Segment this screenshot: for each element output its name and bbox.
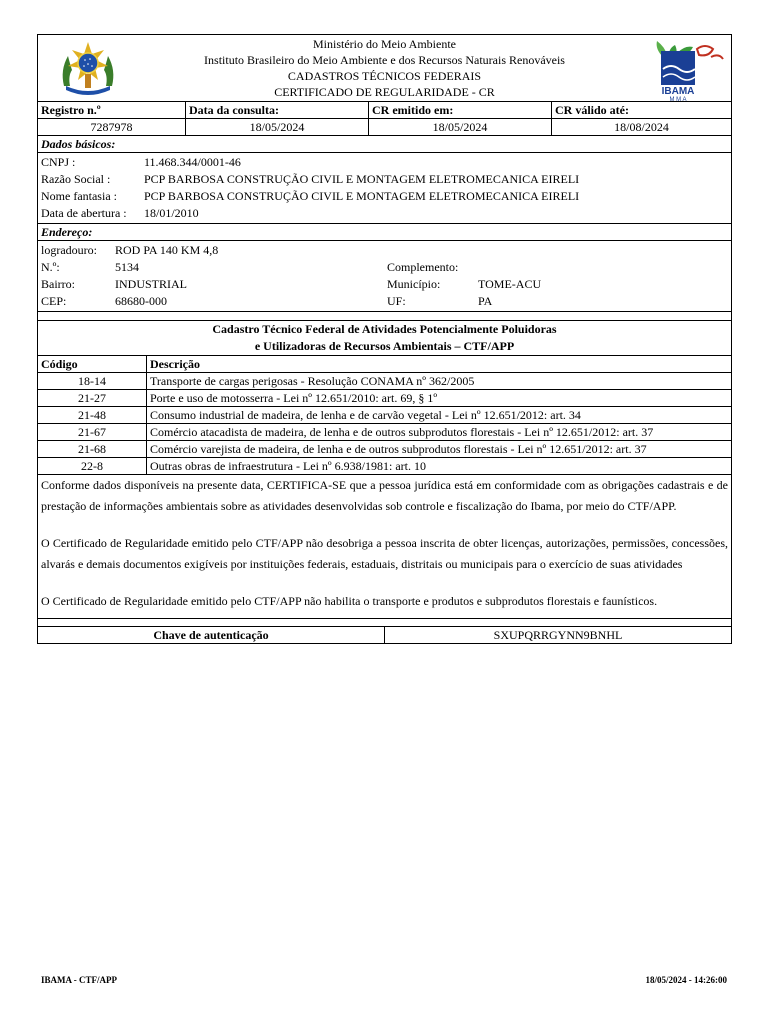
certification-paragraph-3: O Certificado de Regularidade emitido pelo CTF/APP não habilita o transporte e produtos e subprodutos florestais e faunísticos. <box>41 594 658 608</box>
table-row <box>38 457 731 474</box>
street-value: ROD PA 140 KM 4,8 <box>115 243 219 257</box>
ministry-name: Ministério do Meio Ambiente <box>313 37 456 51</box>
certificate-title: CERTIFICADO DE REGULARIDADE - CR <box>274 85 495 99</box>
state-label: UF: <box>387 294 406 308</box>
authentication-key-value: SXUPQRRGYNN9BNHL <box>384 627 731 643</box>
footer-source: IBAMA - CTF/APP <box>41 975 117 985</box>
basic-data-title: Dados básicos: <box>38 136 731 153</box>
table-row <box>38 423 731 440</box>
activity-description: Transporte de cargas perigosas - Resolução CONAMA nº 362/2005 <box>146 373 731 389</box>
activity-description: Consumo industrial de madeira, de lenha e de carvão vegetal - Lei nº 12.651/2012: art. 34 <box>146 407 731 423</box>
cr-issued-label: CR emitido em: <box>368 102 551 118</box>
section-spacer <box>38 312 731 321</box>
query-date-value: 18/05/2024 <box>185 119 368 135</box>
trade-name-row <box>38 188 731 205</box>
street-label: logradouro: <box>41 243 97 257</box>
table-row <box>38 389 731 406</box>
number-value: 5134 <box>115 260 139 274</box>
company-name-row <box>38 171 731 188</box>
registration-labels-row <box>38 102 731 119</box>
opening-date-value: 18/01/2010 <box>144 206 199 220</box>
ctf-title-line1: Cadastro Técnico Federal de Atividades Potencialmente Poluidoras <box>212 322 557 336</box>
activity-code: 22-8 <box>81 459 103 473</box>
certification-paragraph-1: Conforme dados disponíveis na presente data, CERTIFICA-SE que a pessoa jurídica está em conformidade com as obrigações cadastrais e de prestação de informações ambientais sobre as atividades desenvolvidas sob controle e fiscalização do Ibama, por meio do CTF/APP. <box>41 478 728 513</box>
state-value: PA <box>478 294 493 308</box>
district-label: Bairro: <box>41 277 75 291</box>
street-row <box>38 242 731 259</box>
cr-valid-until-value: 18/08/2024 <box>551 119 731 135</box>
activities-table-header <box>38 355 731 372</box>
authentication-key-label: Chave de autenticação <box>153 628 269 642</box>
municipality-value: TOME-ACU <box>478 277 542 291</box>
district-row <box>38 276 731 293</box>
activity-description: Comércio varejista de madeira, de lenha e de outros subprodutos florestais - Lei nº 12.651/2012: art. 37 <box>146 441 731 457</box>
activity-description: Comércio atacadista de madeira, de lenha e de outros subprodutos florestais - Lei nº 12.651/2012: art. 37 <box>146 424 731 440</box>
zip-label: CEP: <box>41 294 67 308</box>
certification-paragraph-2: O Certificado de Regularidade emitido pelo CTF/APP não desobriga a pessoa inscrita de obter licenças, autorizações, permissões, concessões, alvarás e demais documentos exigíveis por instituições federais, estaduais, distritais ou municipais para o exercício de suas atividades <box>41 536 728 571</box>
ibama-logo-icon <box>649 39 729 101</box>
address-block <box>38 241 731 312</box>
ctf-title-line2: e Utilizadoras de Recursos Ambientais – CTF/APP <box>254 339 515 353</box>
municipality-label: Município: <box>387 277 441 291</box>
district-value: INDUSTRIAL <box>115 277 187 291</box>
opening-date-label: Data de abertura : <box>41 206 127 220</box>
opening-date-row <box>38 205 731 222</box>
registration-number-value: 7287978 <box>90 120 133 134</box>
table-row <box>38 440 731 457</box>
trade-name-label: Nome fantasia : <box>41 189 117 203</box>
company-name-label: Razão Social : <box>41 172 111 186</box>
basic-data-block <box>38 153 731 224</box>
activity-code: 21-67 <box>78 425 106 439</box>
number-label: N.º: <box>41 260 60 274</box>
number-row <box>38 259 731 276</box>
cnpj-label: CNPJ : <box>41 155 76 169</box>
institute-name: Instituto Brasileiro do Meio Ambiente e dos Recursos Naturais Renováveis <box>204 53 565 67</box>
activity-description: Porte e uso de motosserra - Lei nº 12.651/2010: art. 69, § 1º <box>146 390 731 406</box>
authentication-row <box>38 626 731 643</box>
certification-text <box>38 474 731 618</box>
table-row <box>38 372 731 389</box>
zip-row <box>38 293 731 310</box>
code-column-header: Código <box>41 357 78 371</box>
cr-issued-value: 18/05/2024 <box>368 119 551 135</box>
registration-number-label: Registro n.º <box>41 103 101 117</box>
certificate-header <box>38 35 731 102</box>
registry-name: CADASTROS TÉCNICOS FEDERAIS <box>287 69 482 83</box>
activity-code: 21-68 <box>78 442 106 456</box>
ibama-logo-text: IBAMA <box>661 86 695 97</box>
address-title: Endereço: <box>38 224 731 241</box>
table-row <box>38 406 731 423</box>
brazil-coat-of-arms-icon <box>58 40 118 98</box>
activity-code: 21-48 <box>78 408 106 422</box>
footer-timestamp: 18/05/2024 - 14:26:00 <box>645 975 727 985</box>
registration-values-row <box>38 119 731 136</box>
complement-label: Complemento: <box>387 260 459 274</box>
description-column-header: Descrição <box>146 356 731 372</box>
cnpj-value: 11.468.344/0001-46 <box>144 155 241 169</box>
activity-description: Outras obras de infraestrutura - Lei nº 6.938/1981: art. 10 <box>146 458 731 474</box>
zip-value: 68680-000 <box>115 294 167 308</box>
certificate-document <box>37 34 732 644</box>
company-name-value: PCP BARBOSA CONSTRUÇÃO CIVIL E MONTAGEM ELETROMECANICA EIRELI <box>144 172 580 186</box>
query-date-label: Data da consulta: <box>185 102 368 118</box>
cr-valid-until-label: CR válido até: <box>551 102 731 118</box>
cnpj-row <box>38 154 731 171</box>
trade-name-value: PCP BARBOSA CONSTRUÇÃO CIVIL E MONTAGEM ELETROMECANICA EIRELI <box>144 189 580 203</box>
activity-code: 21-27 <box>78 391 106 405</box>
ibama-logo-subtext: M M A <box>669 97 687 101</box>
auth-spacer <box>38 618 731 626</box>
activity-code: 18-14 <box>78 374 106 388</box>
